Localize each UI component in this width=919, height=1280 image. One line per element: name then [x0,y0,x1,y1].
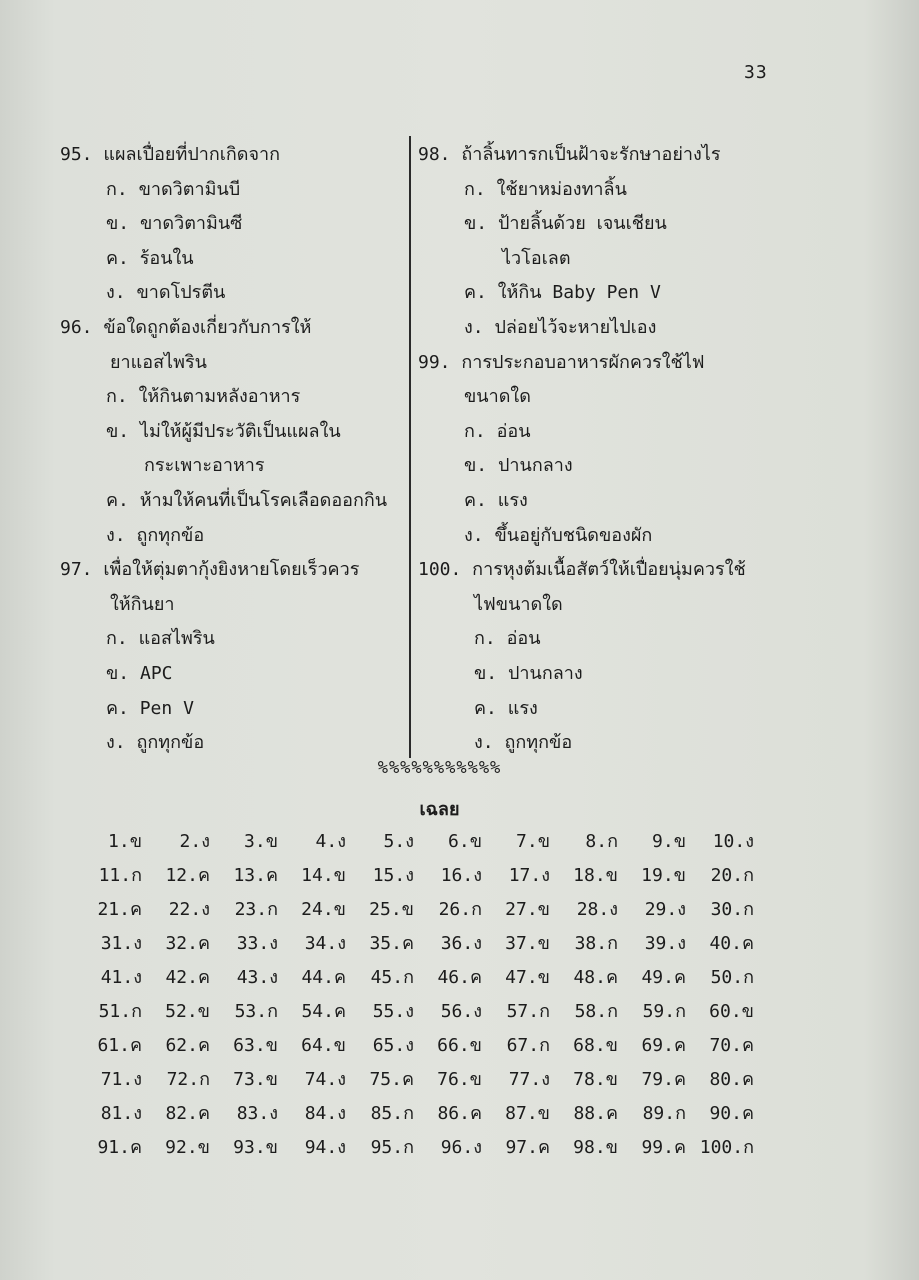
question-text-continued: ยาแอสไพริน [110,351,207,373]
answer-key-entry: 83.ง [236,1103,278,1124]
answer-key-entry: 86.ค [437,1103,482,1124]
answer-key-entry: 74.ง [304,1069,346,1090]
answer-key-entry: 56.ง [440,1001,482,1022]
answer-key-entry: 90.ค [709,1103,754,1124]
answer-key-entry: 9.ข [652,831,686,852]
answer-option: ง. ถูกทุกข้อ [474,732,573,754]
answer-key-entry: 85.ก [370,1103,414,1124]
question-text-continued: ไฟขนาดใด [474,593,563,615]
answer-option: ค. Pen V [106,697,194,719]
answer-option: ง. ขึ้นอยู่กับชนิดของผัก [464,524,653,546]
answer-key-entry: 11.ก [98,865,142,886]
answer-key-entry: 69.ค [641,1035,686,1056]
answer-key-entry: 5.ง [383,831,414,852]
answer-key-entry: 38.ก [574,933,618,954]
answer-key-entry: 32.ค [165,933,210,954]
answer-key-entry: 12.ค [165,865,210,886]
answer-key-entry: 51.ก [98,1001,142,1022]
answer-key-entry: 80.ค [709,1069,754,1090]
answer-key-entry: 30.ก [710,899,754,920]
question-item [60,138,405,311]
answer-key-entry: 33.ง [236,933,278,954]
answer-key-grid [78,826,758,1166]
answer-option: ง. ขาดโปรตีน [106,282,226,304]
answer-option: ง. ถูกทุกข้อ [106,524,205,546]
answer-key-entry: 94.ง [304,1137,346,1158]
answer-key-entry: 46.ค [437,967,482,988]
answer-option-continued: ไวโอเลต [502,247,571,269]
answer-key-entry: 20.ก [710,865,754,886]
answer-key-entry: 82.ค [165,1103,210,1124]
answer-key-entry: 64.ข [301,1035,346,1056]
answer-key-entry: 52.ข [165,1001,210,1022]
answer-option: ก. อ่อน [474,628,541,650]
answer-option: ข. ไม่ให้ผู้มีประวัติเป็นแผลใน [106,420,341,442]
answer-key-entry: 87.ข [505,1103,550,1124]
answer-key-entry: 81.ง [100,1103,142,1124]
separator-text: %%%%%%%%%%% [377,758,502,778]
answer-key-entry: 72.ก [166,1069,210,1090]
answer-key-entry: 53.ก [234,1001,278,1022]
answer-key-entry: 25.ข [369,899,414,920]
answer-key-entry: 89.ก [642,1103,686,1124]
answer-key-entry: 4.ง [315,831,346,852]
page-number: 33 [744,62,768,83]
answer-key-entry: 60.ข [709,1001,754,1022]
answer-key-entry: 98.ข [573,1137,618,1158]
answer-option: ค. ห้ามให้คนที่เป็นโรคเลือดออกกิน [106,489,388,511]
answer-key-title-text: เฉลย [419,799,460,820]
answer-key-entry: 2.ง [179,831,210,852]
answer-key-entry: 76.ข [437,1069,482,1090]
question-text-continued: ขนาดใด [464,386,531,408]
answer-key-entry: 35.ค [369,933,414,954]
answer-key-entry: 78.ข [573,1069,618,1090]
question-text: 99. การประกอบอาหารผักควรใช้ไฟ [418,351,705,373]
answer-key-entry: 63.ข [233,1035,278,1056]
answer-key-entry: 6.ข [448,831,482,852]
answer-key-entry: 29.ง [644,899,686,920]
answer-key-entry: 8.ก [585,831,618,852]
answer-key-entry: 16.ง [440,865,482,886]
question-item [418,346,798,554]
answer-option: ค. แรง [474,697,538,719]
answer-key-entry: 48.ค [573,967,618,988]
question-item [418,553,798,761]
answer-key-entry: 44.ค [301,967,346,988]
answer-key-entry: 57.ก [506,1001,550,1022]
answer-option: ก. ใช้ยาหม่องทาลิ้น [464,178,627,200]
answer-key-entry: 73.ข [233,1069,278,1090]
answer-key-entry: 67.ก [506,1035,550,1056]
answer-key-entry: 66.ข [437,1035,482,1056]
answer-key-entry: 34.ง [304,933,346,954]
answer-key-entry: 65.ง [372,1035,414,1056]
answer-key-entry: 24.ข [301,899,346,920]
answer-key-entry: 92.ข [165,1137,210,1158]
section-separator [0,758,919,778]
question-text-continued: ให้กินยา [110,593,175,615]
answer-option: ข. ป้ายลิ้นด้วย เจนเชียน [464,213,667,235]
answer-key-entry: 23.ก [234,899,278,920]
answer-key-entry: 10.ง [712,831,754,852]
question-text: 95. แผลเปื่อยที่ปากเกิดจาก [60,144,281,165]
answer-key-entry: 43.ง [236,967,278,988]
answer-option: ข. APC [106,662,173,684]
answer-key-entry: 19.ข [641,865,686,886]
answer-key-entry: 84.ง [304,1103,346,1124]
answer-key-entry: 41.ง [100,967,142,988]
answer-key-entry: 75.ค [369,1069,414,1090]
answer-key-entry: 71.ง [100,1069,142,1090]
answer-key-entry: 31.ง [100,933,142,954]
answer-key-entry: 97.ค [505,1137,550,1158]
answer-option: ง. ปล่อยไว้จะหายไปเอง [464,316,657,338]
answer-key-entry: 59.ก [642,1001,686,1022]
answer-key-entry: 37.ข [505,933,550,954]
answer-key-entry: 47.ข [505,967,550,988]
answer-option: ค. แรง [464,489,528,511]
answer-key-entry: 54.ค [301,1001,346,1022]
answer-key-entry: 15.ง [372,865,414,886]
column-divider [409,136,411,758]
question-item [418,138,798,346]
answer-key-entry: 55.ง [372,1001,414,1022]
answer-key-entry: 3.ข [244,831,278,852]
answer-key-entry: 88.ค [573,1103,618,1124]
answer-key-entry: 96.ง [440,1137,482,1158]
answer-key-entry: 21.ค [97,899,142,920]
answer-key-entry: 27.ข [505,899,550,920]
answer-option: ข. ปานกลาง [474,662,583,684]
answer-key-entry: 68.ข [573,1035,618,1056]
answer-key-entry: 45.ก [370,967,414,988]
answer-key-entry: 70.ค [709,1035,754,1056]
question-item [60,311,405,553]
answer-option: ข. ขาดวิตามินซี [106,213,243,235]
answer-key-entry: 62.ค [165,1035,210,1056]
answer-key-entry: 58.ก [574,1001,618,1022]
answer-key-entry: 77.ง [508,1069,550,1090]
answer-key-title [0,794,919,823]
answer-key-entry: 39.ง [644,933,686,954]
question-text: 97. เพื่อให้ตุ่มตากุ้งยิงหายโดยเร็วควร [60,559,360,581]
answer-key-entry: 49.ค [641,967,686,988]
answer-key-entry: 42.ค [165,967,210,988]
question-text: 98. ถ้าลิ้นทารกเป็นฝ้าจะรักษาอย่างไร [418,144,721,165]
answer-key-entry: 13.ค [233,865,278,886]
answer-option: ง. ถูกทุกข้อ [106,732,205,754]
answer-option: ค. ให้กิน Baby Pen V [464,282,661,304]
answer-key-entry: 79.ค [641,1069,686,1090]
answer-key-entry: 36.ง [440,933,482,954]
answer-option-continued: กระเพาะอาหาร [144,455,265,477]
answer-key-entry: 7.ข [516,831,550,852]
answer-key-entry: 61.ค [97,1035,142,1056]
answer-key-entry: 91.ค [97,1137,142,1158]
answer-key-entry: 26.ก [438,899,482,920]
answer-key-entry: 1.ข [108,831,142,852]
answer-option: ก. แอสไพริน [106,628,215,650]
left-column [60,138,405,761]
right-column [418,138,798,761]
answer-key-entry: 50.ก [710,967,754,988]
answer-option: ค. ร้อนใน [106,247,194,269]
answer-key-entry: 22.ง [168,899,210,920]
answer-key-entry: 100.ก [699,1137,754,1158]
answer-key-entry: 18.ข [573,865,618,886]
answer-key-entry: 99.ค [641,1137,686,1158]
question-item [60,553,405,761]
answer-option: ข. ปานกลาง [464,455,573,477]
answer-key-entry: 28.ง [576,899,618,920]
answer-key-entry: 95.ก [370,1137,414,1158]
question-text: 96. ข้อใดถูกต้องเกี่ยวกับการให้ [60,316,312,338]
answer-key-entry: 17.ง [508,865,550,886]
answer-key-entry: 40.ค [709,933,754,954]
answer-option: ก. ให้กินตามหลังอาหาร [106,386,301,408]
question-text: 100. การหุงต้มเนื้อสัตว์ให้เปื่อยนุ่มควรใช้ [418,559,746,581]
answer-key-entry: 14.ข [301,865,346,886]
answer-option: ก. อ่อน [464,420,531,442]
answer-option: ก. ขาดวิตามินบี [106,178,241,200]
answer-key-entry: 93.ข [233,1137,278,1158]
